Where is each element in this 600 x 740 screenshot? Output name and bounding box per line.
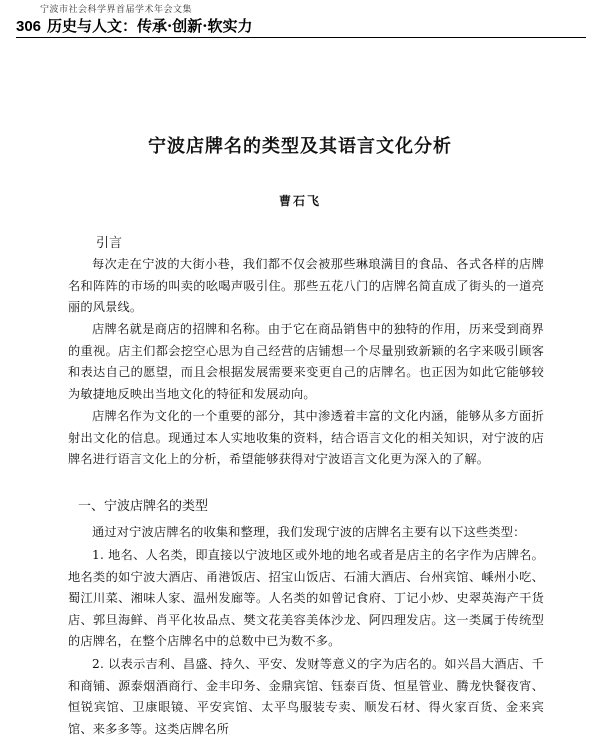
- section-1-heading: 一、宁波店牌名的类型: [78, 499, 209, 514]
- page-number: 306: [16, 18, 42, 35]
- intro-paragraph-2: 店牌名就是商店的招牌和名称。由于它在商品销售中的独特的作用，历来受到商界的重视。店主们都会挖空心思为自己经营的店铺想一个尽量别致新颖的名字来吸引顾客和表达自己的愿望，而且会根据发展需要来变更自己的店牌名。也正因为如此它能够较为敏捷地反映出当地文化的特征和发展动向。: [68, 322, 544, 401]
- header-rule: [16, 37, 586, 38]
- running-header: [16, 15, 252, 36]
- series-title: 宁波市社会科学界首届学术年会文集: [40, 5, 193, 15]
- book-title: 历史与人文：传承·创新·软实力: [47, 17, 253, 35]
- section-1-paragraph-2: 1. 地名、人名类，即直接以宁波地区或外地的地名或者是店主的名字作为店牌名。地名类的如宁波大酒店、甬港饭店、招宝山饭店、石浦大酒店、台州宾馆、嵊州小吃、蜀江川菜、湘味人家、温州发廊等。人名类的如曾记食府、丁记小炒、史翠英海产干货店、郭旦海鲜、肖平化妆品点、樊文花美容美体沙龙、阿四理发店。这一类属于传统型的店牌名，在整个店牌名中的总数中已为数不多。: [68, 548, 544, 648]
- article-title: 宁波店牌名的类型及其语言文化分析: [148, 136, 452, 157]
- intro-paragraph-3: 店牌名作为文化的一个重要的部分，其中渗透着丰富的文化内涵，能够从多方面折射出文化的信息。现通过本人实地收集的资料，结合语言文化的相关知识，对宁波的店牌名进行语言文化上的分析，希望能够获得对宁波语言文化更为深入的了解。: [68, 409, 544, 466]
- intro-heading: 引言: [96, 236, 123, 251]
- intro-paragraph-1: 每次走在宁波的大街小巷，我们都不仅会被那些琳琅满目的食品、各式各样的店牌名和阵阵的市场的叫卖的吆喝声吸引住。那些五花八门的店牌名简直成了街头的一道亮丽的风景线。: [68, 257, 544, 314]
- section-1-paragraph-1: 通过对宁波店牌名的收集和整理，我们发现宁波的店牌名主要有以下这些类型：: [92, 525, 526, 539]
- section-1-paragraph-3: 2. 以表示吉利、昌盛、持久、平安、发财等意义的字为店名的。如兴昌大酒店、千和商铺、源泰烟酒商行、金丰印务、金鼎宾馆、钰泰百货、恒星管业、腾龙快餐夜宵、恒锐宾馆、卫康眼镜、平安宾馆、太平鸟服装专卖、顺发石材、得火家百货、金来宾馆、来多多等。这类店牌名所: [68, 657, 544, 736]
- author-name: 曹石飞: [278, 194, 321, 208]
